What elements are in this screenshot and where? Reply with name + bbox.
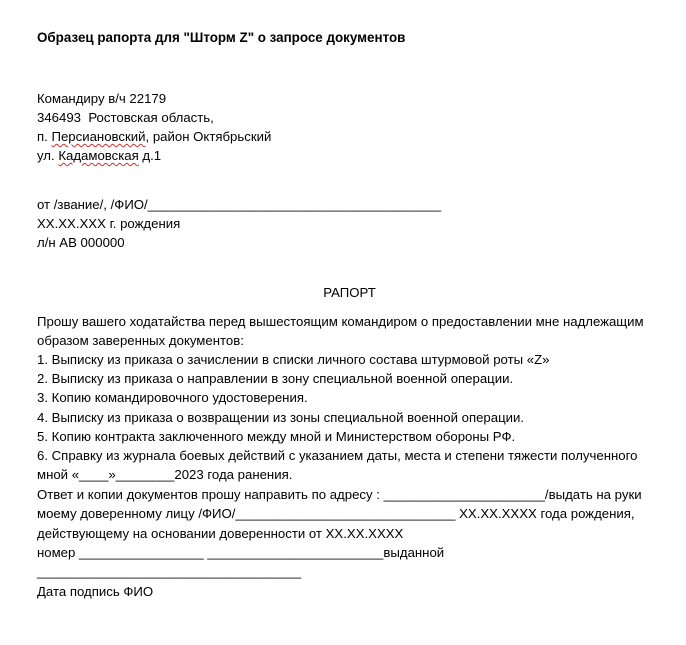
signature-line: ____________________________________ bbox=[37, 564, 302, 579]
addressee-line-2: 346493 Ростовская область, bbox=[37, 110, 214, 125]
body-send-3: действующему на основании доверенности от ХХ.ХХ.ХХХХ bbox=[37, 526, 404, 541]
body-intro-2: образом заверенных документов: bbox=[37, 333, 244, 348]
addressee-line-4-prefix: ул. bbox=[37, 148, 59, 163]
document-title: Образец рапорта для "Шторм Z" о запросе документов bbox=[37, 30, 406, 45]
body-item-6b: мной «____»________2023 года ранения. bbox=[37, 467, 293, 482]
body-item-4: 4. Выписку из приказа о возвращении из зоны специальной военной операции. bbox=[37, 410, 525, 425]
addressee-line-4-suffix: д.1 bbox=[138, 148, 162, 163]
addressee-line-4 bbox=[37, 146, 161, 165]
report-heading: РАПОРТ bbox=[323, 285, 376, 300]
body-intro-1: Прошу вашего ходатайства перед вышестоящим командиром о предоставлении мне надлежащим bbox=[37, 314, 644, 329]
sender-line-2: ХХ.ХХ.ХХХ г. рождения bbox=[37, 216, 181, 231]
body-send-4: номер _________________ ________________________выданной bbox=[37, 545, 445, 560]
addressee-line-3 bbox=[37, 127, 271, 146]
addressee-street-name: Кадамовская bbox=[58, 148, 139, 163]
body-item-2: 2. Выписку из приказа о направлении в зону специальной военной операции. bbox=[37, 371, 514, 386]
body-item-5: 5. Копию контракта заключенного между мной и Министерством обороны РФ. bbox=[37, 429, 516, 444]
body-send-2: моему доверенному лицу /ФИО/______________________________ ХХ.ХХ.ХХХХ года рождения, bbox=[37, 506, 635, 521]
body-item-6a: 6. Справку из журнала боевых действий с указанием даты, места и степени тяжести полученного bbox=[37, 448, 638, 463]
addressee-line-3-suffix: , район Октябрьский bbox=[145, 129, 272, 144]
body-item-3: 3. Копию командировочного удостоверения. bbox=[37, 390, 308, 405]
sender-line-1: от /звание/, /ФИО/________________________________________ bbox=[37, 197, 442, 212]
sender-line-3: л/н АВ 000000 bbox=[37, 235, 125, 250]
addressee-line-3-prefix: п. bbox=[37, 129, 52, 144]
addressee-place-name: Персиановский bbox=[51, 129, 146, 144]
body-item-1: 1. Выписку из приказа о зачислении в списки личного состава штурмовой роты «Z» bbox=[37, 352, 550, 367]
signature-label: Дата подпись ФИО bbox=[37, 584, 154, 599]
body-send-1: Ответ и копии документов прошу направить по адресу : ______________________/выдать на руки bbox=[37, 487, 642, 502]
addressee-line-1: Командиру в/ч 22179 bbox=[37, 91, 167, 106]
